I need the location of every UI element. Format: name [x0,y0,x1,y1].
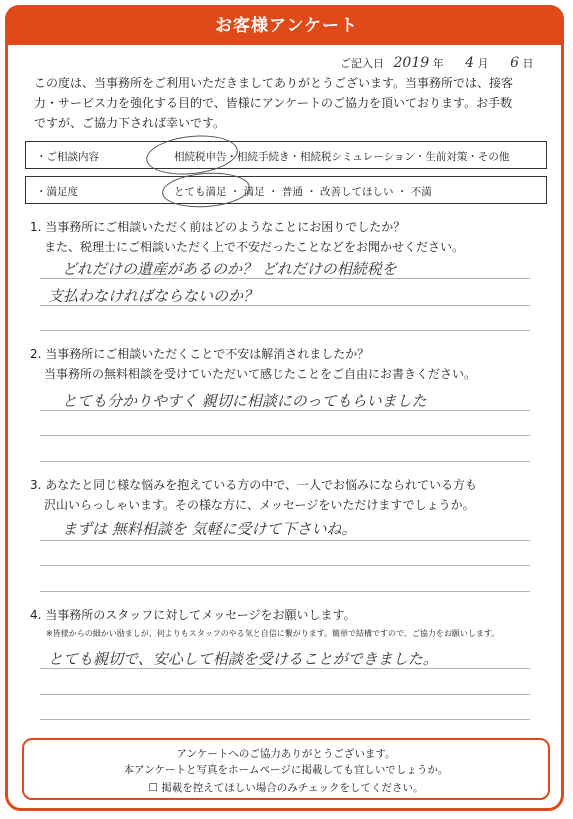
question-text: 4. 当事務所のスタッフに対してメッセージをお願いします。 [30,608,356,622]
answer-line [40,540,530,541]
question-text: 2. 当事務所にご相談いただくことで不安は解消されましたか？ [30,347,370,361]
date-label: ご記入日 [340,57,384,70]
form-title: お客様アンケート [215,16,358,36]
entry-date [340,55,533,71]
consult-label: ・ご相談内容 [36,151,99,163]
opt-out-label: 掲載を控えてほしい場合のみチェックをしてください。 [161,782,424,794]
date-month-unit: 月 [477,57,489,70]
footer-opt-out [24,780,548,795]
question-text: 1. 当事務所にご相談いただく前はどのようなことにお困りでしたか？ [30,220,406,234]
answer-line [40,461,530,462]
question-text: 当事務所の無料相談を受けていただいて感じたことをご自由にお書きください。 [44,367,477,381]
answer-line [40,330,530,331]
answer-1-line-1: どれだけの遺産があるのか？ どれだけの相続税を [62,260,397,278]
consult-content-box [25,141,547,169]
question-4 [30,605,550,625]
consult-options: 相続税申告・相続手続き・相続税シミュレーション・生前対策・その他 [174,151,510,163]
answer-line [40,719,530,720]
question-2 [30,344,550,384]
date-year: 2019 [393,55,430,71]
question-1 [30,217,550,257]
date-day-unit: 日 [522,57,534,70]
footer-thanks: アンケートへのご協力ありがとうございます。 [176,748,396,760]
intro-line: 力・サービス力を強化する目的で、皆様にアンケートのご協力を頂いております。お手数 [34,96,513,110]
intro-line: この度は、当事務所をご利用いただきましてありがとうございます。当事務所では、接客 [34,76,514,90]
date-day: 6 [510,55,519,71]
answer-1-line-2: 支払わなければならないのか？ [48,287,259,305]
answer-line [40,435,530,436]
footer-question: 本アンケートと写真をホームページに掲載しても宜しいでしょうか。 [123,764,449,776]
question-text: 沢山いらっしゃいます。その様な方に、メッセージをいただけますでしょうか。 [44,498,475,512]
answer-line [40,591,530,592]
intro-line: ですが、ご協力下されば幸いです。 [34,116,226,130]
satisfaction-label: ・満足度 [36,186,78,198]
opt-out-checkbox[interactable]: ☐ [148,782,158,794]
satisfaction-box [25,176,547,204]
footer-box [22,738,550,800]
answer-2-line-1: とても分かりやすく 親切に相談にのってもらいました [62,392,427,410]
question-4-note: ※皆様からの細かい励ましが、何よりもスタッフのやる気と自信に繋がります。簡単で結構ですので、ご協力をお願いします。 [46,629,500,638]
answer-4-line-1: とても親切で、安心して相談を受けることができました。 [48,650,438,668]
date-year-unit: 年 [432,57,444,70]
question-3 [30,475,550,515]
date-month: 4 [465,55,475,71]
question-text: また、税理士にご相談いただく上で不安だったことなどをお聞かせください。 [44,240,465,254]
answer-line [40,565,530,566]
question-text: 3. あなたと同じ様な悩みを抱えている方の中で、一人でお悩みになられている方も [30,478,478,492]
answer-line [40,694,530,695]
satisfaction-options: とても満足 ・ 満足 ・ 普通 ・ 改善してほしい ・ 不満 [174,186,432,198]
intro-text [34,73,549,133]
answer-3-line-1: まずは 無料相談を 気軽に受けて下さいね。 [62,520,357,538]
